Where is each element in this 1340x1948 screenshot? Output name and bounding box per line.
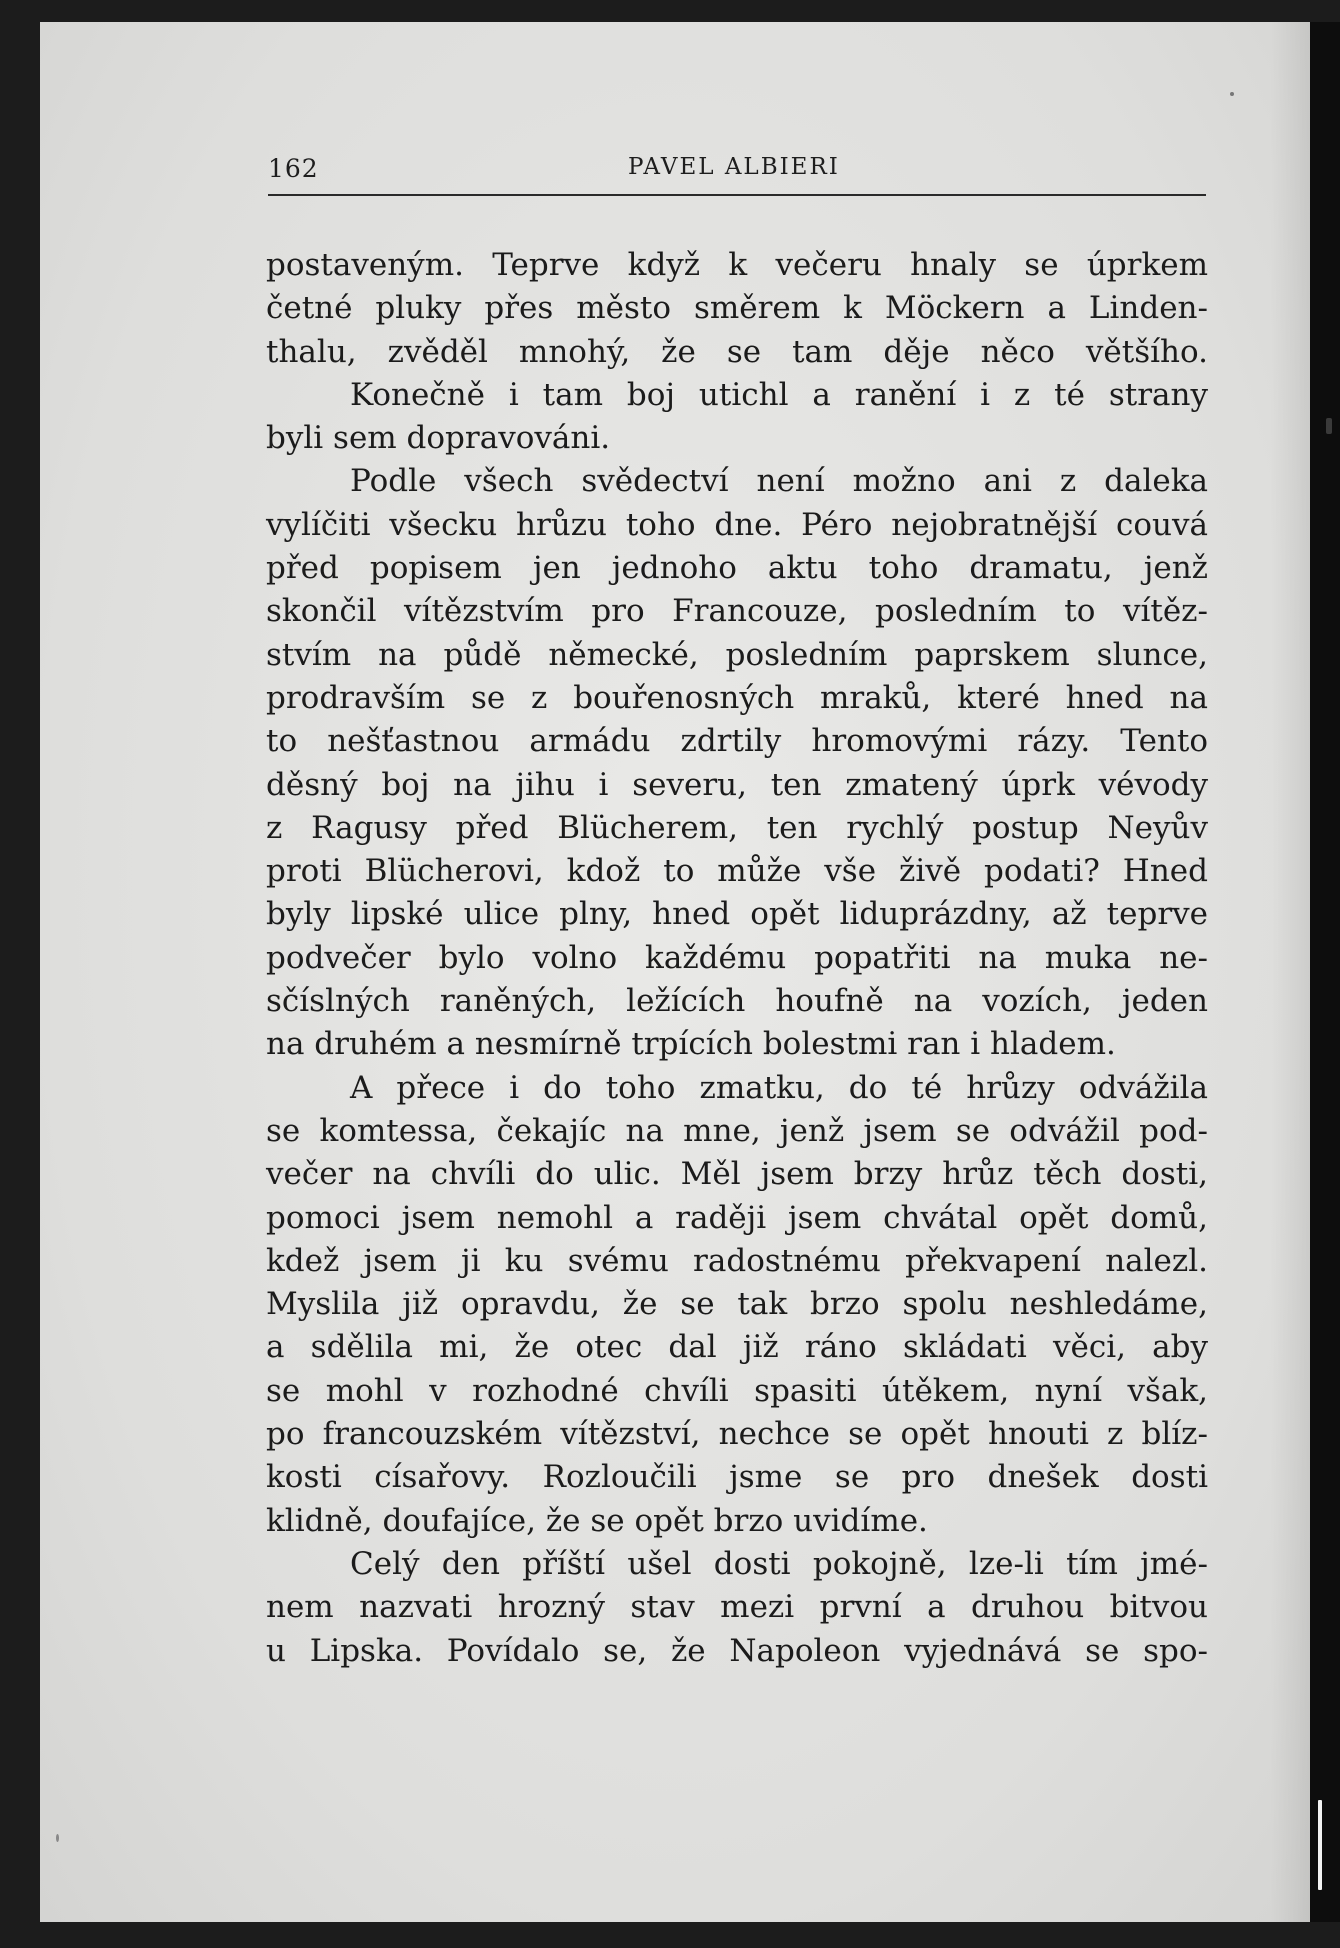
- text-line: večer na chvíli do ulic. Měl jsem brzy hrůz těch dosti,: [266, 1156, 1208, 1193]
- page-gutter-shadow: [1270, 22, 1310, 1922]
- text-line: Konečně i tam boj utichl a ranění i z té strany: [350, 376, 1208, 413]
- text-line: to nešťastnou armádu zdrtily hromovými rázy. Tento: [266, 723, 1208, 760]
- text-line: vylíčiti všecku hrůzu toho dne. Péro nejobratnější couvá: [266, 506, 1208, 543]
- text-line: Podle všech svědectví není možno ani z daleka: [350, 463, 1208, 500]
- text-line: děsný boj na jihu i severu, ten zmatený úprk vévody: [266, 766, 1208, 803]
- text-line: byly lipské ulice plny, hned opět liduprázdny, až teprve: [266, 896, 1208, 933]
- text-line: stvím na půdě německé, posledním paprskem slunce,: [266, 636, 1208, 673]
- text-line: se komtessa, čekajíc na mne, jenž jsem se odvážil pod-: [266, 1112, 1208, 1149]
- text-line: z Ragusy před Blücherem, ten rychlý postup Neyův: [266, 809, 1208, 846]
- text-line: Myslila již opravdu, že se tak brzo spolu neshledáme,: [266, 1286, 1208, 1323]
- body-text: [266, 244, 1208, 1673]
- text-line: A přece i do toho zmatku, do té hrůzy odvážila: [350, 1069, 1208, 1106]
- text-line: kdež jsem ji ku svému radostnému překvapení nalezl.: [266, 1242, 1208, 1279]
- running-header: [268, 150, 1206, 194]
- text-line: na druhém a nesmírně trpících bolestmi ran i hladem.: [266, 1026, 1116, 1063]
- text-line: sčíslných raněných, ležících houfně na vozích, jeden: [266, 983, 1208, 1020]
- text-line: byli sem dopravováni.: [266, 420, 611, 457]
- text-line: četné pluky přes město směrem k Möckern a Linden-: [266, 290, 1208, 327]
- text-line: Celý den příští ušel dosti pokojně, lze-li tím jmé-: [350, 1545, 1208, 1582]
- text-line: kosti císařovy. Rozloučili jsme se pro dnešek dosti: [266, 1459, 1208, 1496]
- text-line: thalu, zvěděl mnohý, že se tam děje něco většího.: [266, 333, 1208, 370]
- scan-border: [1310, 22, 1340, 1922]
- text-line: pomoci jsem nemohl a raději jsem chvátal opět domů,: [266, 1199, 1208, 1236]
- text-line: před popisem jen jednoho aktu toho dramatu, jenž: [266, 550, 1208, 587]
- scan-speck: [1326, 418, 1332, 434]
- scan-speck: [1318, 1800, 1322, 1890]
- scan-speck: [1230, 92, 1234, 96]
- running-title: PAVEL ALBIERI: [628, 154, 840, 180]
- text-line: po francouzském vítězství, nechce se opět hnouti z blíz-: [266, 1416, 1208, 1453]
- text-line: skončil vítězstvím pro Francouze, posledním to vítěz-: [266, 593, 1208, 630]
- scan-speck: [56, 1834, 59, 1842]
- text-line: a sdělila mi, že otec dal již ráno skládati věci, aby: [266, 1329, 1208, 1366]
- text-line: u Lipska. Povídalo se, že Napoleon vyjednává se spo-: [266, 1632, 1208, 1669]
- header-rule: [268, 194, 1206, 196]
- text-line: nem nazvati hrozný stav mezi první a druhou bitvou: [266, 1589, 1208, 1626]
- text-line: prodravším se z bouřenosných mraků, které hned na: [266, 679, 1208, 716]
- text-line: podvečer bylo volno každému popatřiti na muka ne-: [266, 939, 1208, 976]
- text-line: se mohl v rozhodné chvíli spasiti útěkem, nyní však,: [266, 1372, 1208, 1409]
- text-line: postaveným. Teprve když k večeru hnaly se úprkem: [266, 247, 1208, 283]
- text-line: klidně, doufajíce, že se opět brzo uvidíme.: [266, 1502, 928, 1539]
- page-number: 162: [268, 154, 319, 183]
- text-line: proti Blücherovi, kdož to může vše živě podati? Hned: [266, 853, 1208, 890]
